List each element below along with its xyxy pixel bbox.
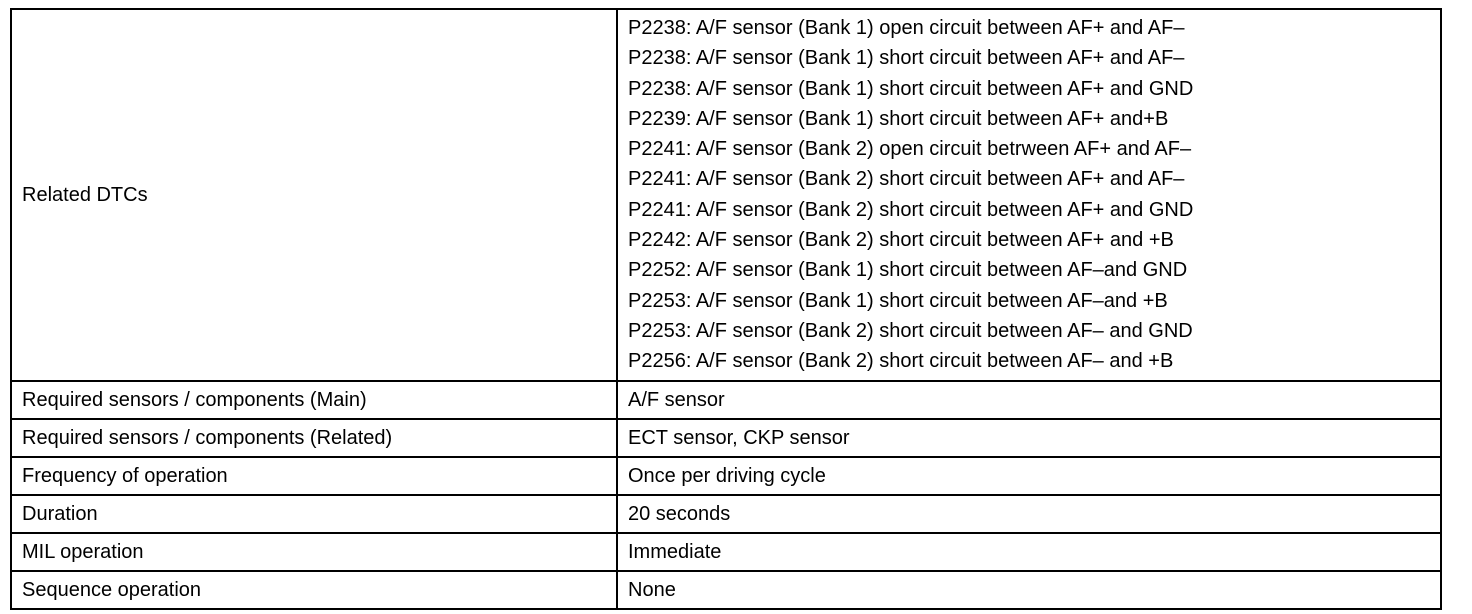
row-value: Once per driving cycle [617, 457, 1441, 495]
row-value: A/F sensor [617, 381, 1441, 419]
table-row-frequency [11, 457, 1441, 495]
table-row-related-dtcs [11, 9, 1441, 381]
row-label: Required sensors / components (Main) [11, 381, 617, 419]
dtc-item: P2238: A/F sensor (Bank 1) open circuit between AF+ and AF– [628, 17, 1185, 39]
row-value: None [617, 571, 1441, 609]
dtc-item: P2253: A/F sensor (Bank 1) short circuit between AF–and +B [628, 289, 1168, 312]
row-label: Required sensors / components (Related) [11, 419, 617, 457]
row-value: 20 seconds [617, 495, 1441, 533]
dtc-item: P2238: A/F sensor (Bank 1) short circuit between AF+ and GND [628, 77, 1194, 100]
table-row-duration [11, 495, 1441, 533]
row-label: Frequency of operation [11, 457, 617, 495]
dtc-list [628, 13, 1440, 377]
table-row-required-main [11, 381, 1441, 419]
row-value: ECT sensor, CKP sensor [617, 419, 1441, 457]
dtc-item: P2241: A/F sensor (Bank 2) short circuit between AF+ and GND [628, 198, 1194, 221]
row-label: MIL operation [11, 533, 617, 571]
row-value: Immediate [617, 533, 1441, 571]
dtc-list-cell [617, 9, 1441, 381]
dtc-item: P2238: A/F sensor (Bank 1) short circuit between AF+ and AF– [628, 47, 1185, 70]
table-row-required-related [11, 419, 1441, 457]
row-label: Sequence operation [11, 571, 617, 609]
table-row-mil-operation [11, 533, 1441, 571]
dtc-item: P2242: A/F sensor (Bank 2) short circuit between AF+ and +B [628, 229, 1174, 252]
row-label: Related DTCs [11, 9, 617, 381]
row-label: Duration [11, 495, 617, 533]
dtc-item: P2252: A/F sensor (Bank 1) short circuit between AF–and GND [628, 259, 1188, 282]
spec-table [10, 8, 1442, 610]
dtc-item: P2239: A/F sensor (Bank 1) short circuit between AF+ and+B [628, 107, 1169, 130]
table-row-sequence-operation [11, 571, 1441, 609]
dtc-item: P2253: A/F sensor (Bank 2) short circuit between AF– and GND [628, 319, 1193, 342]
dtc-item: P2256: A/F sensor (Bank 2) short circuit between AF– and +B [628, 350, 1174, 373]
dtc-item: P2241: A/F sensor (Bank 2) short circuit between AF+ and AF– [628, 168, 1185, 191]
dtc-item: P2241: A/F sensor (Bank 2) open circuit betrween AF+ and AF– [628, 138, 1192, 161]
